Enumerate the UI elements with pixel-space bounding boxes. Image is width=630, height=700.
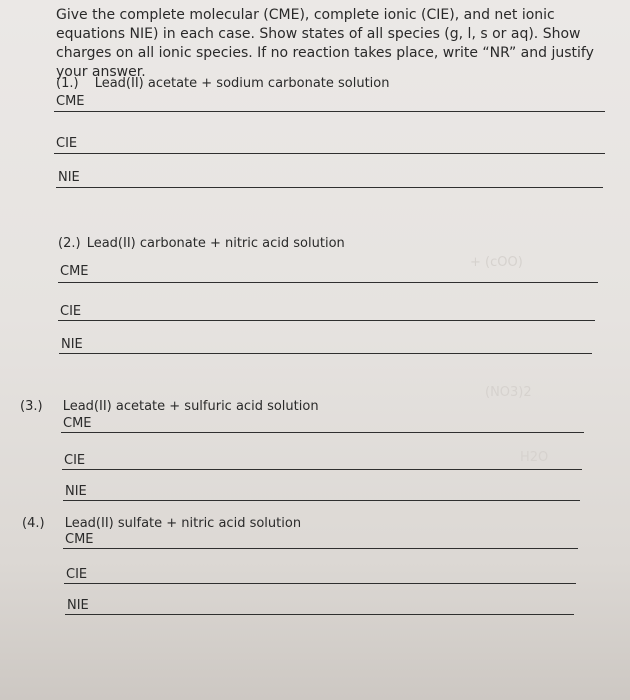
cme-answer-line <box>54 111 605 112</box>
question-reaction: Lead(II) carbonate + nitric acid solution <box>86 236 345 251</box>
nie-label: NIE <box>58 170 80 185</box>
nie-label: NIE <box>67 598 89 613</box>
question-3-header <box>20 399 319 414</box>
instructions-text: Give the complete molecular (CME), complete ionic (CIE), and net ionic equations NIE) in each case. Show states of all species (g, l, s or aq). Show charges on all ionic species. If no reaction takes place, write “NR” and justify your answer. <box>56 7 594 80</box>
bleed-through-text: (NO3)2 <box>485 385 532 400</box>
question-2-header <box>58 236 345 251</box>
question-1-header <box>56 76 390 91</box>
cme-answer-line <box>63 548 578 549</box>
bleed-through-text: H2O <box>520 450 549 465</box>
question-reaction: Lead(II) acetate + sulfuric acid solution <box>62 399 319 414</box>
nie-label: NIE <box>65 484 87 499</box>
nie-answer-line <box>56 187 603 188</box>
question-reaction: Lead(II) sulfate + nitric acid solution <box>64 516 302 531</box>
nie-answer-line <box>65 614 574 615</box>
cie-answer-line <box>64 583 576 584</box>
cme-answer-line <box>58 282 598 283</box>
cie-label: CIE <box>66 567 88 582</box>
nie-answer-line <box>59 353 592 354</box>
cie-answer-line <box>58 320 595 321</box>
nie-label: NIE <box>61 337 83 352</box>
cme-label: CME <box>63 416 92 431</box>
question-reaction: Lead(II) acetate + sodium carbonate solution <box>94 76 390 91</box>
question-number: (4.) <box>22 516 45 531</box>
cme-label: CME <box>56 94 85 109</box>
cie-label: CIE <box>60 304 82 319</box>
question-4-header <box>22 516 301 531</box>
cie-label: CIE <box>56 136 78 151</box>
question-number: (1.) <box>56 76 79 91</box>
cie-answer-line <box>62 469 582 470</box>
cme-answer-line <box>61 432 584 433</box>
question-number: (2.) <box>58 236 81 251</box>
cme-label: CME <box>65 532 94 547</box>
question-number: (3.) <box>20 399 43 414</box>
cie-answer-line <box>54 153 605 154</box>
cme-label: CME <box>60 264 89 279</box>
bleed-through-text: + (cOO) <box>470 255 523 270</box>
nie-answer-line <box>63 500 580 501</box>
cie-label: CIE <box>64 453 86 468</box>
